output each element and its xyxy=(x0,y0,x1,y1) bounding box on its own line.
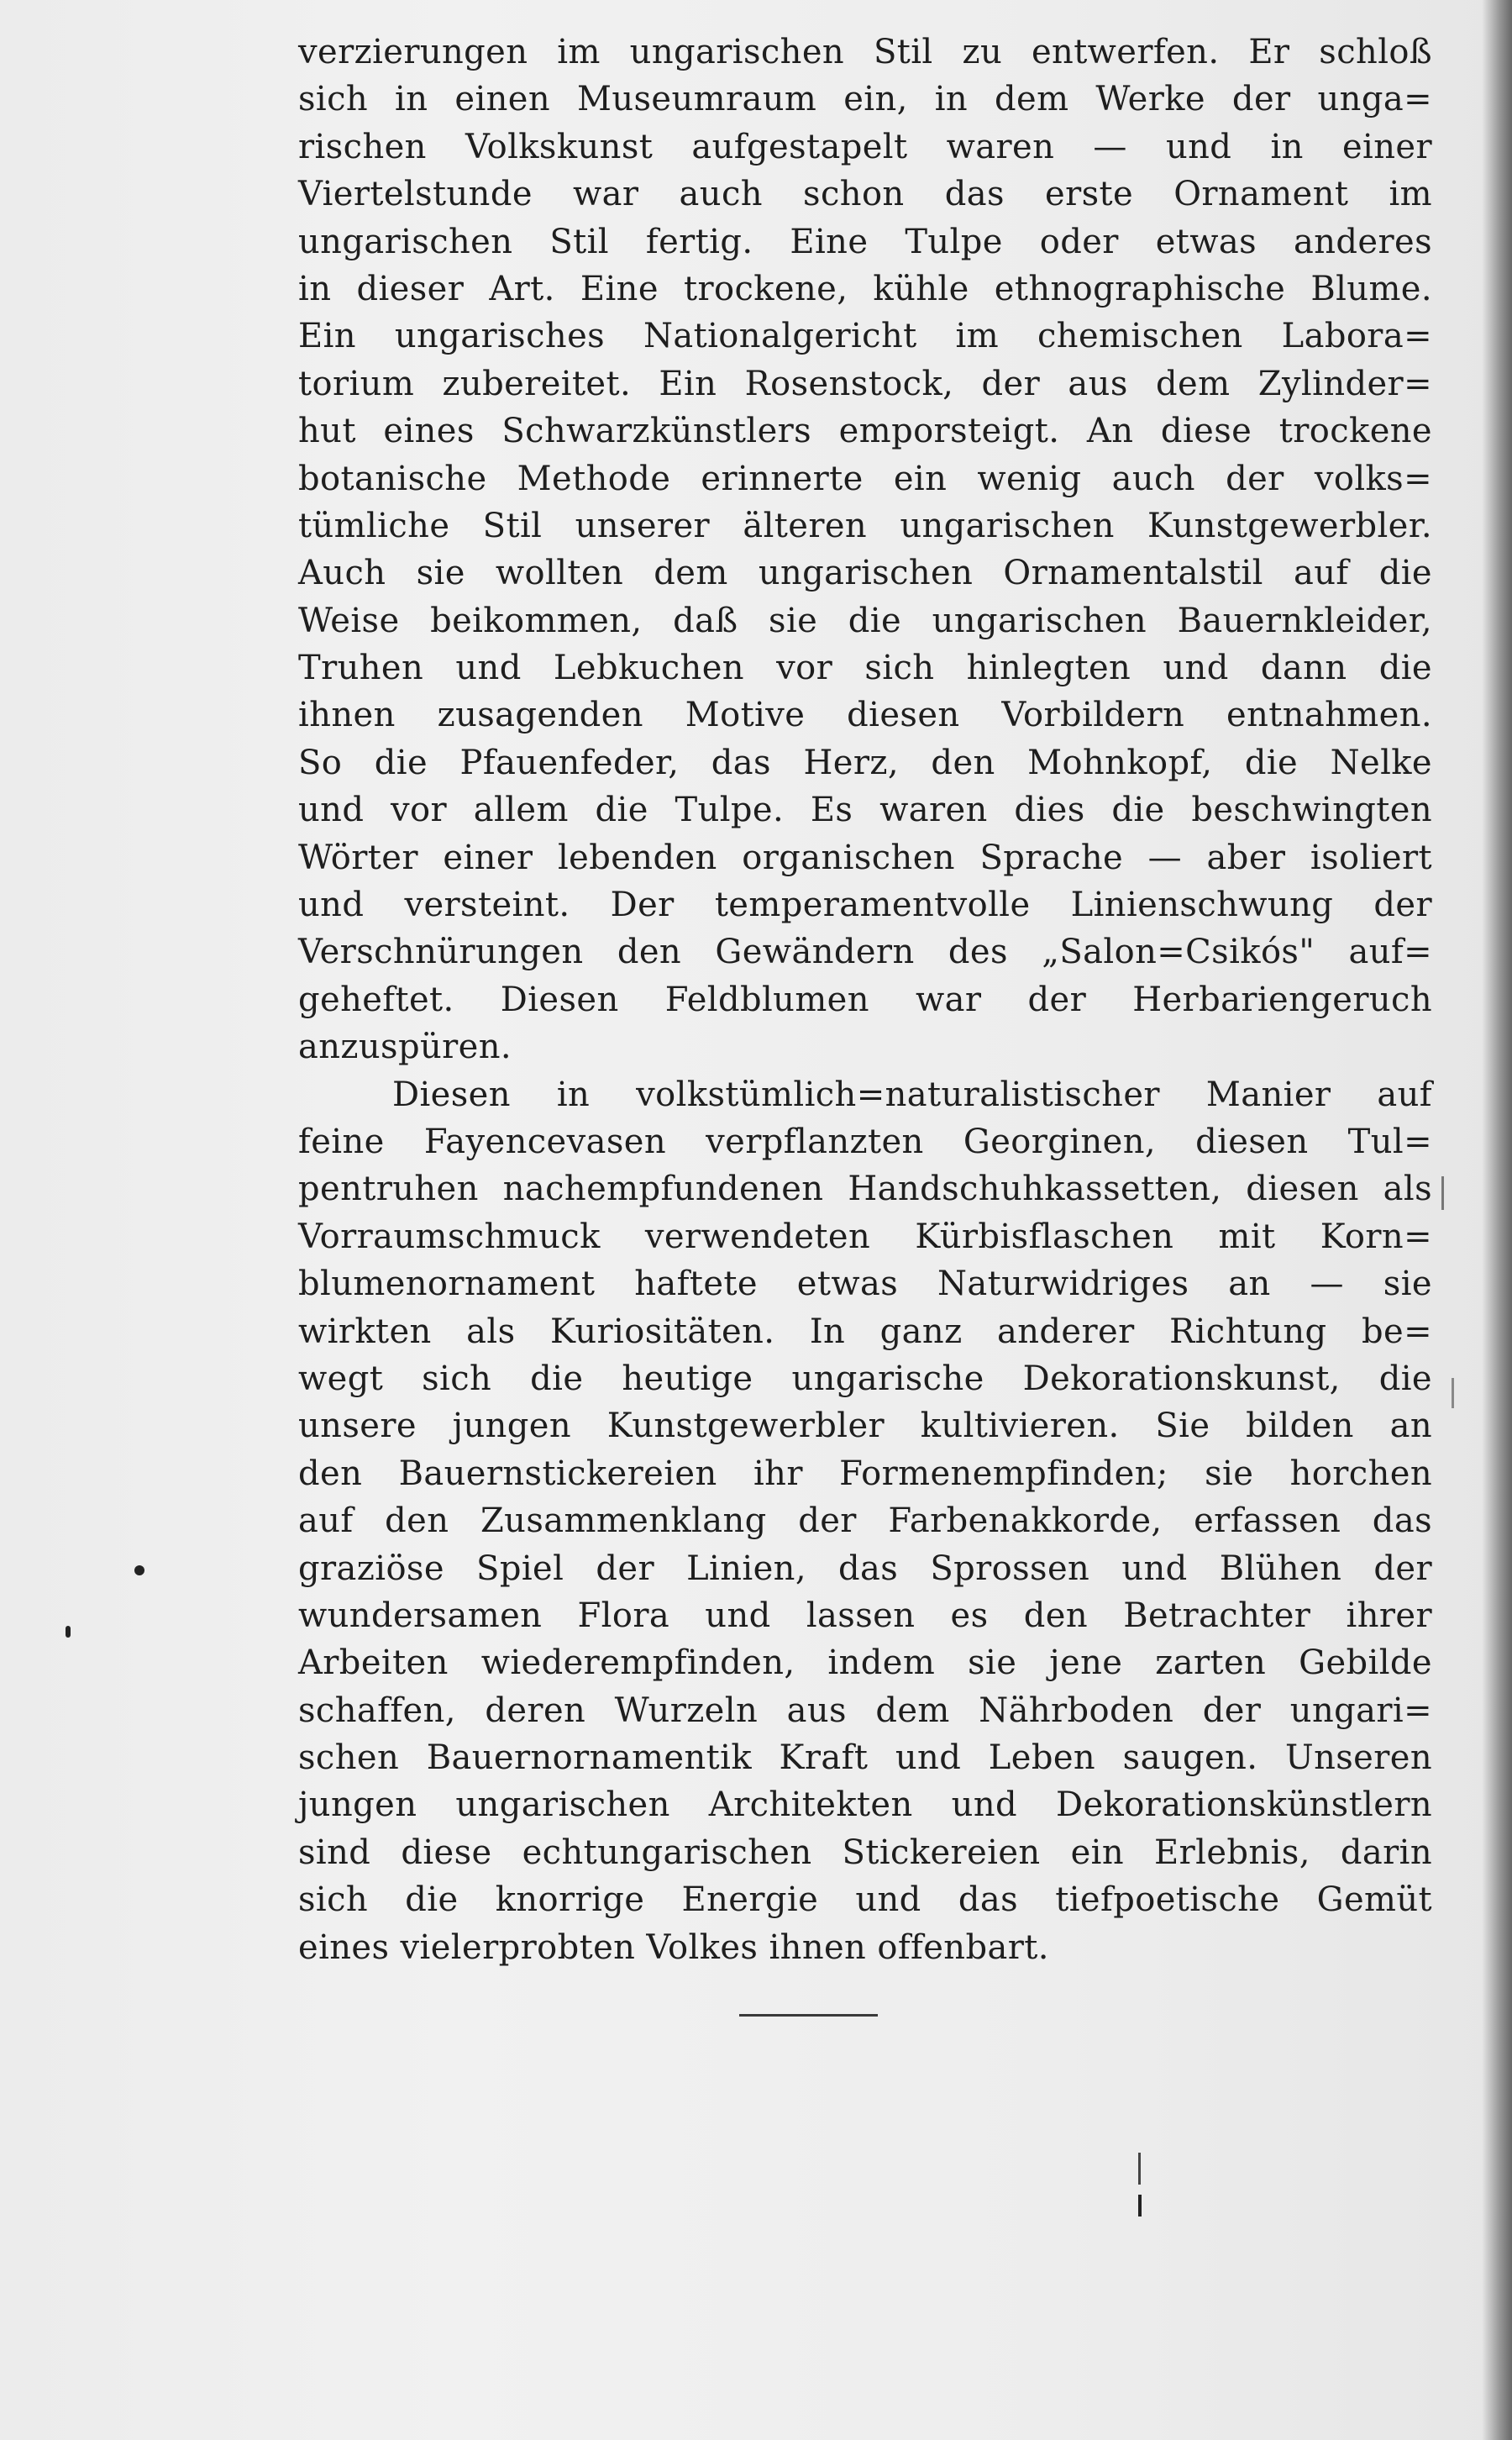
text-line: wundersamen Flora und lassen es den Betrachter ihrer xyxy=(298,1596,1432,1635)
text-line: Diesen in volkstümlich=naturalistischer Manier auf xyxy=(392,1075,1432,1114)
text-line: ihnen zusagenden Motive diesen Vorbildern entnahmen. xyxy=(298,696,1432,735)
text-line: wirkten als Kuriositäten. In ganz anderer Richtung be= xyxy=(298,1312,1432,1351)
text-line: blumenornament haftete etwas Naturwidriges an — sie xyxy=(298,1265,1432,1304)
text-line: in dieser Art. Eine trockene, kühle ethnographische Blume. xyxy=(298,269,1432,308)
text-line: pentruhen nachempfundenen Handschuhkassetten, diesen als xyxy=(298,1170,1432,1209)
text-line: Vorraumschmuck verwendeten Kürbisflaschen mit Korn= xyxy=(298,1217,1432,1256)
text-line: Arbeiten wiederempfinden, indem sie jene zarten Gebilde xyxy=(298,1643,1432,1683)
scan-mark xyxy=(1138,2153,1141,2185)
text-line: anzuspüren. xyxy=(298,1028,512,1067)
scan-speck xyxy=(66,1626,71,1638)
text-line: eines vielerprobten Volkes ihnen offenbart. xyxy=(298,1927,1049,1967)
paragraph-1 xyxy=(298,29,1432,1071)
text-line: wegt sich die heutige ungarische Dekorationskunst, die xyxy=(298,1359,1432,1398)
text-line: auf den Zusammenklang der Farbenakkorde, erfassen das xyxy=(298,1501,1432,1541)
text-line: botanische Methode erinnerte ein wenig auch der volks= xyxy=(298,459,1432,498)
page-edge-shadow xyxy=(1482,0,1512,2440)
text-line: Verschnürungen den Gewändern des „Salon=Csikós" auf= xyxy=(298,933,1432,972)
text-line: schen Bauernornamentik Kraft und Leben saugen. Unseren xyxy=(298,1738,1432,1778)
text-line: unsere jungen Kunstgewerbler kultivieren. Sie bilden an xyxy=(298,1407,1432,1446)
text-line: torium zubereitet. Ein Rosenstock, der aus dem Zylinder= xyxy=(298,364,1432,403)
text-line: Wörter einer lebenden organischen Sprache — aber isoliert xyxy=(298,838,1432,877)
text-line: Auch sie wollten dem ungarischen Ornamentalstil auf die xyxy=(298,554,1432,593)
text-line: rischen Volkskunst aufgestapelt waren — und in einer xyxy=(298,127,1432,166)
text-line: sich die knorrige Energie und das tiefpoetische Gemüt xyxy=(298,1880,1432,1920)
text-line: Weise beikommen, daß sie die ungarischen Bauernkleider, xyxy=(298,601,1432,640)
scan-mark xyxy=(1452,1378,1454,1408)
scan-speck xyxy=(134,1565,144,1575)
scan-mark xyxy=(1441,1176,1444,1210)
text-line: schaffen, deren Wurzeln aus dem Nährboden der ungari= xyxy=(298,1691,1432,1730)
text-line: geheftet. Diesen Feldblumen war der Herbariengeruch xyxy=(298,980,1432,1019)
text-line: und versteint. Der temperamentvolle Linienschwung der xyxy=(298,886,1432,925)
text-line: So die Pfauenfeder, das Herz, den Mohnkopf, die Nelke xyxy=(298,743,1432,782)
text-line: Ein ungarisches Nationalgericht im chemischen Labora= xyxy=(298,317,1432,356)
text-line: feine Fayencevasen verpflanzten Georginen, diesen Tul= xyxy=(298,1122,1432,1161)
text-line: tümliche Stil unserer älteren ungarischen Kunstgewerbler. xyxy=(298,506,1432,545)
scan-mark xyxy=(1138,2195,1142,2217)
text-line: den Bauernstickereien ihr Formenempfinden; sie horchen xyxy=(298,1454,1432,1493)
text-line: Viertelstunde war auch schon das erste Ornament im xyxy=(298,175,1432,214)
text-line: Truhen und Lebkuchen vor sich hinlegten und dann die xyxy=(298,649,1432,688)
text-line: verzierungen im ungarischen Stil zu entwerfen. Er schloß xyxy=(298,33,1432,71)
text-line: hut eines Schwarzkünstlers emporsteigt. An diese trockene xyxy=(298,412,1432,451)
end-of-article-rule xyxy=(739,2014,878,2017)
article-column xyxy=(298,29,1432,1971)
text-line: jungen ungarischen Architekten und Dekorationskünstlern xyxy=(298,1785,1432,1825)
text-line: sind diese echtungarischen Stickereien ein Erlebnis, darin xyxy=(298,1833,1432,1872)
text-line: und vor allem die Tulpe. Es waren dies die beschwingten xyxy=(298,791,1432,830)
paragraph-2 xyxy=(298,1071,1432,1971)
text-line: ungarischen Stil fertig. Eine Tulpe oder etwas anderes xyxy=(298,222,1432,261)
text-line: graziöse Spiel der Linien, das Sprossen und Blühen der xyxy=(298,1549,1432,1588)
text-line: sich in einen Museumraum ein, in dem Werke der unga= xyxy=(298,80,1432,119)
